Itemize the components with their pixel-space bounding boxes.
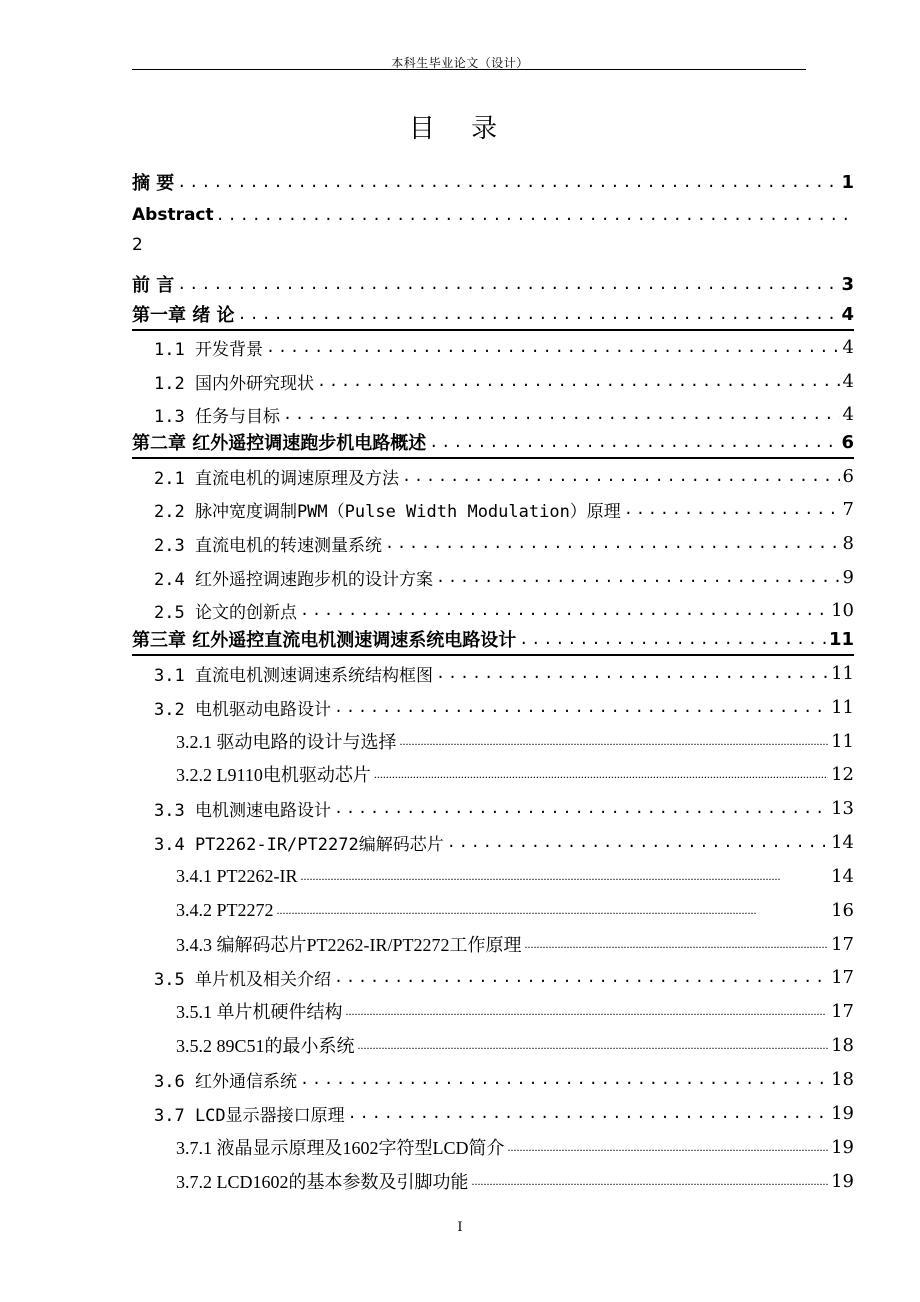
toc-entry-label: 前 言: [132, 275, 175, 296]
toc-entry-page: 19: [831, 1136, 854, 1158]
toc-chapter-2[interactable]: [132, 427, 854, 459]
header-text: 本科生毕业论文（设计）: [391, 56, 529, 70]
toc-entry-2-5[interactable]: [132, 594, 854, 626]
dot-leader: [624, 500, 840, 518]
toc-entry-label: 1.2 国内外研究现状: [154, 373, 314, 394]
toc-entry-qianyan[interactable]: [132, 268, 854, 300]
dot-leader: [358, 1038, 829, 1053]
toc-entry-label: 2.4 红外遥控调速跑步机的设计方案: [154, 569, 433, 590]
dot-leader: [317, 372, 840, 390]
toc-entry-page: 14: [831, 831, 854, 853]
toc-entry-2-1[interactable]: [132, 460, 854, 492]
toc-entry-page: 4: [841, 303, 854, 325]
toc-entry-3-7-2[interactable]: [132, 1165, 854, 1197]
toc-entry-page: 11: [831, 730, 854, 752]
toc-entry-label: 3.5 单片机及相关介绍: [154, 969, 331, 990]
toc-entry-label: 3.2.2 L9110电机驱动芯片: [176, 765, 371, 785]
dot-leader: [508, 1140, 829, 1155]
toc-entry-page: 10: [831, 599, 854, 621]
toc-entry-page: 7: [842, 498, 854, 520]
toc-entry-label: 2.3 直流电机的转速测量系统: [154, 535, 382, 556]
toc-entry-label: 2.5 论文的创新点: [154, 602, 297, 623]
toc-entry-page: 8: [842, 532, 854, 554]
toc-entry-page: 3: [841, 273, 854, 295]
toc-entry-page: 2: [132, 235, 143, 255]
toc-entry-3-5[interactable]: [132, 961, 854, 993]
toc-entry-label: 3.6 红外通信系统: [154, 1071, 297, 1092]
toc-entry-page: 16: [831, 899, 854, 921]
dot-leader: [519, 630, 826, 648]
toc-entry-page: 11: [831, 662, 854, 684]
toc-entry-2-2[interactable]: [132, 493, 854, 525]
toc-entry-page: 4: [842, 336, 854, 358]
toc-entry-page: 9: [842, 566, 854, 588]
toc-entry-label: 1.3 任务与目标: [154, 406, 280, 427]
toc-entry-3-7[interactable]: [132, 1097, 854, 1129]
toc-entry-page: 17: [831, 966, 854, 988]
dot-leader: [277, 903, 829, 918]
dot-leader: [238, 305, 839, 323]
toc-entry-page: 6: [842, 465, 854, 487]
toc-entry-page: 1: [841, 171, 854, 193]
toc-entry-zhaiyao[interactable]: [132, 166, 854, 198]
toc-chapter-3[interactable]: [132, 624, 854, 656]
toc-entry-label: 1.1 开发背景: [154, 339, 263, 360]
toc-entry-label: 第二章 红外遥控调速跑步机电路概述: [132, 433, 427, 454]
dot-leader: [436, 568, 840, 586]
toc-entry-page: 13: [831, 797, 854, 819]
toc-entry-label: 3.5.1 单片机硬件结构: [176, 1002, 343, 1022]
toc-entry-abstract[interactable]: [132, 200, 854, 260]
toc-entry-page: 19: [831, 1102, 854, 1124]
toc-entry-3-4[interactable]: [132, 826, 854, 858]
toc-entry-label: 第一章 绪 论: [132, 305, 235, 326]
toc-entry-3-2[interactable]: [132, 691, 854, 723]
toc-entry-3-6[interactable]: [132, 1063, 854, 1095]
dot-leader: [400, 734, 829, 749]
toc-entry-3-1[interactable]: [132, 657, 854, 689]
dot-leader: [429, 433, 838, 451]
dot-leader: [402, 467, 840, 485]
toc-entry-label: 2.2 脉冲宽度调制PWM（Pulse Width Modulation）原理: [154, 501, 621, 522]
toc-entry-label: 2.1 直流电机的调速原理及方法: [154, 468, 399, 489]
dot-leader: [346, 1004, 829, 1019]
toc-entry-label: 3.4.2 PT2272: [176, 899, 274, 920]
toc-entry-page: 17: [831, 1000, 854, 1022]
toc-entry-label: 3.4 PT2262-IR/PT2272编解码芯片: [154, 834, 444, 855]
toc-entry-page: 19: [831, 1170, 854, 1192]
toc-entry-label: 3.2.1 驱动电路的设计与选择: [176, 732, 397, 752]
toc-chapter-1[interactable]: [132, 299, 854, 331]
dot-leader: [283, 405, 840, 423]
toc-entry-3-4-3[interactable]: [132, 928, 854, 960]
dot-leader: [374, 767, 828, 782]
toc-entry-label: Abstract: [132, 205, 214, 225]
dot-leader: [436, 664, 828, 682]
toc-entry-page: 6: [841, 431, 854, 453]
toc-entry-label: 3.7 LCD显示器接口原理: [154, 1105, 345, 1126]
toc-entry-label: 摘 要: [132, 173, 175, 194]
toc-entry-3-5-2[interactable]: [132, 1029, 854, 1061]
toc-entry-label: 3.4.1 PT2262-IR: [176, 865, 298, 886]
toc-entry-label: 3.4.3 编解码芯片PT2262-IR/PT2272工作原理: [176, 935, 522, 955]
toc-entry-2-3[interactable]: [132, 527, 854, 559]
toc-entry-page: 4: [842, 403, 854, 425]
dot-leader: [385, 534, 840, 552]
toc-entry-page: 11: [831, 696, 854, 718]
dot-leader: [300, 601, 828, 619]
dot-leader: [216, 206, 854, 224]
toc-entry-3-5-1[interactable]: [132, 995, 854, 1027]
toc-entry-3-2-1[interactable]: [132, 725, 854, 757]
toc-entry-3-4-1[interactable]: [132, 860, 854, 892]
toc-entry-label: 3.5.2 89C51的最小系统: [176, 1036, 355, 1056]
toc-entry-3-2-2[interactable]: [132, 758, 854, 790]
toc-entry-1-1[interactable]: [132, 331, 854, 363]
toc-entry-label: 3.7.2 LCD1602的基本参数及引脚功能: [176, 1172, 469, 1192]
toc-entry-label: 3.7.1 液晶显示原理及1602字符型LCD简介: [176, 1138, 505, 1158]
toc-entry-page: 18: [831, 1034, 854, 1056]
page-number: I: [457, 1220, 463, 1235]
toc-entry-page: 14: [831, 865, 854, 887]
dot-leader: [334, 968, 828, 986]
dot-leader: [300, 1070, 828, 1088]
dot-leader: [525, 937, 829, 952]
toc-entry-label: 3.1 直流电机测速调速系统结构框图: [154, 665, 433, 686]
dot-leader: [334, 799, 828, 817]
toc-entry-page: 11: [828, 628, 854, 650]
header-rule: [132, 69, 806, 70]
dot-leader: [334, 698, 828, 716]
dot-leader: [301, 869, 829, 884]
dot-leader: [177, 173, 838, 191]
toc-entry-page: 18: [831, 1068, 854, 1090]
toc-entry-3-7-1[interactable]: [132, 1131, 854, 1163]
toc-entry-1-2[interactable]: [132, 365, 854, 397]
dot-leader: [472, 1174, 829, 1189]
toc-entry-page: 4: [842, 370, 854, 392]
dot-leader: [348, 1104, 828, 1122]
toc-entry-label: 第三章 红外遥控直流电机测速调速系统电路设计: [132, 630, 517, 651]
toc-entry-page: 17: [831, 933, 854, 955]
toc-entry-2-4[interactable]: [132, 561, 854, 593]
dot-leader: [447, 833, 828, 851]
toc-entry-3-3[interactable]: [132, 792, 854, 824]
toc-entry-page: 12: [831, 763, 854, 785]
toc-entry-label: 3.2 电机驱动电路设计: [154, 699, 331, 720]
dot-leader: [177, 275, 838, 293]
toc-entry-3-4-2[interactable]: [132, 894, 854, 926]
toc-entry-1-3[interactable]: [132, 398, 854, 430]
toc-entry-label: 3.3 电机测速电路设计: [154, 800, 331, 821]
page-title: 目 录: [408, 114, 512, 144]
dot-leader: [266, 338, 840, 356]
